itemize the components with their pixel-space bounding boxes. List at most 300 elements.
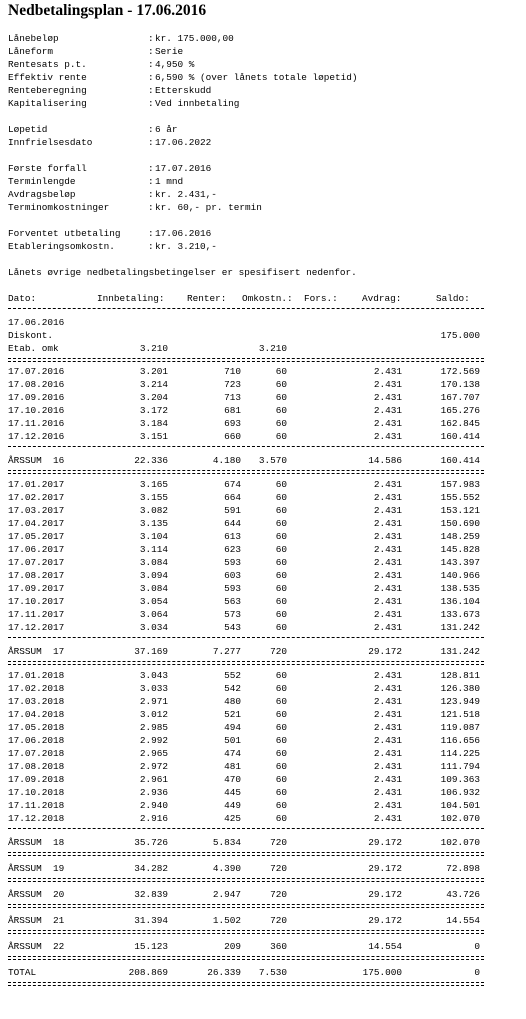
table-cell: 2.972 xyxy=(139,761,168,772)
table-cell: TOTAL xyxy=(8,967,37,978)
table-cell: 2.431 xyxy=(373,622,402,633)
table-cell: 102.070 xyxy=(440,837,480,848)
table-cell: 449 xyxy=(224,800,241,811)
info-label: Lånebeløp xyxy=(8,33,59,44)
table-cell: 2.431 xyxy=(373,683,402,694)
terms-note: Lånets øvrige nedbetalingsbetingelser er spesifisert nedenfor. xyxy=(8,267,357,278)
table-cell: 60 xyxy=(275,722,287,733)
table-row xyxy=(8,721,486,734)
table-row xyxy=(8,669,486,682)
table-cell: 2.992 xyxy=(139,735,168,746)
table-row xyxy=(8,621,486,634)
table-cell: 136.104 xyxy=(440,596,480,607)
table-cell: 114.225 xyxy=(440,748,480,759)
table-cell: 3.172 xyxy=(139,405,168,416)
table-cell: 4.390 xyxy=(212,863,241,874)
table-cell: 17.12.2016 xyxy=(8,431,65,442)
table-row xyxy=(8,582,486,595)
table-cell: 2.431 xyxy=(373,748,402,759)
table-cell: 674 xyxy=(224,479,241,490)
info-label: Løpetid xyxy=(8,124,48,135)
annual-sum-row xyxy=(8,862,486,875)
info-separator: : xyxy=(148,98,154,109)
table-cell: 3.034 xyxy=(139,622,168,633)
table-cell: 17.09.2018 xyxy=(8,774,65,785)
table-row xyxy=(8,491,486,504)
table-cell: 2.431 xyxy=(373,405,402,416)
table-cell: 17.05.2017 xyxy=(8,531,65,542)
single-rule xyxy=(8,446,484,447)
table-row xyxy=(8,773,486,786)
info-separator: : xyxy=(148,33,154,44)
table-cell: 3.012 xyxy=(139,709,168,720)
table-cell: 143.397 xyxy=(440,557,480,568)
info-label: Renteberegning xyxy=(8,85,87,96)
table-cell: 2.431 xyxy=(373,813,402,824)
table-cell: 723 xyxy=(224,379,241,390)
table-cell: 2.431 xyxy=(373,431,402,442)
info-value: Etterskudd xyxy=(155,85,212,96)
table-cell: 2.431 xyxy=(373,609,402,620)
opening-row xyxy=(8,316,486,329)
table-cell: 17.04.2017 xyxy=(8,518,65,529)
table-cell: 2.431 xyxy=(373,570,402,581)
table-cell: 17.09.2016 xyxy=(8,392,65,403)
table-cell: 542 xyxy=(224,683,241,694)
table-cell: 3.114 xyxy=(139,544,168,555)
table-cell: 481 xyxy=(224,761,241,772)
table-cell: 720 xyxy=(270,915,287,926)
table-row xyxy=(8,695,486,708)
annual-sum-row xyxy=(8,454,486,467)
table-cell: 60 xyxy=(275,505,287,516)
table-cell: 60 xyxy=(275,774,287,785)
table-cell: 104.501 xyxy=(440,800,480,811)
table-cell: 1.502 xyxy=(212,915,241,926)
table-cell: 2.431 xyxy=(373,518,402,529)
table-cell: 131.242 xyxy=(440,622,480,633)
table-cell: 14.586 xyxy=(368,455,402,466)
table-cell: 613 xyxy=(224,531,241,542)
column-header: Renter: xyxy=(187,293,227,304)
double-rule xyxy=(8,982,484,986)
annual-sum-row xyxy=(8,645,486,658)
table-cell: 17.10.2016 xyxy=(8,405,65,416)
table-cell: 60 xyxy=(275,418,287,429)
table-cell: 60 xyxy=(275,709,287,720)
table-cell: 17.07.2016 xyxy=(8,366,65,377)
table-row xyxy=(8,708,486,721)
table-cell: 109.363 xyxy=(440,774,480,785)
table-cell: 17.01.2018 xyxy=(8,670,65,681)
table-cell: 3.082 xyxy=(139,505,168,516)
table-cell: 664 xyxy=(224,492,241,503)
table-cell: 2.431 xyxy=(373,505,402,516)
table-cell: 60 xyxy=(275,392,287,403)
table-cell: 111.794 xyxy=(440,761,480,772)
info-separator: : xyxy=(148,46,154,57)
double-rule xyxy=(8,358,484,362)
info-separator: : xyxy=(148,202,154,213)
table-cell: 713 xyxy=(224,392,241,403)
table-cell: 480 xyxy=(224,696,241,707)
table-cell: 60 xyxy=(275,366,287,377)
table-cell: 60 xyxy=(275,800,287,811)
table-cell: 710 xyxy=(224,366,241,377)
table-cell: 425 xyxy=(224,813,241,824)
table-cell: ÅRSSUM 17 xyxy=(8,646,65,657)
column-header: Fors.: xyxy=(304,293,338,304)
table-cell: 157.983 xyxy=(440,479,480,490)
single-rule xyxy=(8,637,484,638)
table-cell: 208.869 xyxy=(128,967,168,978)
table-cell: 660 xyxy=(224,431,241,442)
double-rule xyxy=(8,470,484,474)
table-cell: 17.08.2017 xyxy=(8,570,65,581)
table-cell: 172.569 xyxy=(440,366,480,377)
table-cell: 60 xyxy=(275,531,287,542)
table-cell: 17.08.2018 xyxy=(8,761,65,772)
info-value: kr. 60,- pr. termin xyxy=(155,202,262,213)
table-cell: 26.339 xyxy=(207,967,241,978)
table-cell: 175.000 xyxy=(440,330,480,341)
table-cell: 34.282 xyxy=(134,863,168,874)
table-row xyxy=(8,430,486,443)
table-cell: 37.169 xyxy=(134,646,168,657)
table-cell: 2.431 xyxy=(373,696,402,707)
table-cell: 155.552 xyxy=(440,492,480,503)
table-cell: 3.064 xyxy=(139,609,168,620)
table-cell: 2.431 xyxy=(373,366,402,377)
table-cell: 133.673 xyxy=(440,609,480,620)
table-cell: 2.431 xyxy=(373,787,402,798)
table-cell: 29.172 xyxy=(368,837,402,848)
info-label: Innfrielsesdato xyxy=(8,137,93,148)
table-cell: 2.431 xyxy=(373,418,402,429)
table-cell: 2.431 xyxy=(373,557,402,568)
table-cell: 563 xyxy=(224,596,241,607)
table-cell: 60 xyxy=(275,761,287,772)
annual-sum-row xyxy=(8,940,486,953)
table-cell: 593 xyxy=(224,557,241,568)
table-cell: 60 xyxy=(275,787,287,798)
annual-sum-row xyxy=(8,888,486,901)
table-cell: 3.210 xyxy=(258,343,287,354)
table-cell: ÅRSSUM 21 xyxy=(8,915,65,926)
table-row xyxy=(8,799,486,812)
annual-sum-row xyxy=(8,836,486,849)
table-cell: 15.123 xyxy=(134,941,168,952)
table-cell: 60 xyxy=(275,696,287,707)
table-cell: 470 xyxy=(224,774,241,785)
table-cell: 60 xyxy=(275,557,287,568)
table-cell: 17.10.2018 xyxy=(8,787,65,798)
table-cell: 119.087 xyxy=(440,722,480,733)
info-value: Serie xyxy=(155,46,184,57)
table-row xyxy=(8,747,486,760)
table-cell: 591 xyxy=(224,505,241,516)
table-cell: 0 xyxy=(474,967,480,978)
table-cell: 60 xyxy=(275,544,287,555)
table-cell: 126.380 xyxy=(440,683,480,694)
table-cell: 3.033 xyxy=(139,683,168,694)
table-cell: 17.09.2017 xyxy=(8,583,65,594)
page-title: Nedbetalingsplan - 17.06.2016 xyxy=(8,2,207,19)
info-value: 1 mnd xyxy=(155,176,184,187)
table-cell: 29.172 xyxy=(368,889,402,900)
table-cell: 17.11.2016 xyxy=(8,418,65,429)
table-cell: 2.431 xyxy=(373,774,402,785)
table-cell: 5.834 xyxy=(212,837,241,848)
table-cell: 3.570 xyxy=(258,455,287,466)
table-cell: 14.554 xyxy=(368,941,402,952)
table-cell: 2.431 xyxy=(373,544,402,555)
table-cell: 17.01.2017 xyxy=(8,479,65,490)
table-cell: 2.961 xyxy=(139,774,168,785)
table-cell: 17.08.2016 xyxy=(8,379,65,390)
table-cell: 60 xyxy=(275,492,287,503)
info-label: Låneform xyxy=(8,46,54,57)
table-cell: 17.02.2018 xyxy=(8,683,65,694)
table-cell: 43.726 xyxy=(446,889,480,900)
single-rule xyxy=(8,308,484,309)
info-value: 17.06.2016 xyxy=(155,228,212,239)
table-cell: 29.172 xyxy=(368,915,402,926)
table-cell: 60 xyxy=(275,479,287,490)
table-cell: 60 xyxy=(275,813,287,824)
table-cell: 3.054 xyxy=(139,596,168,607)
table-row xyxy=(8,543,486,556)
info-label: Kapitalisering xyxy=(8,98,87,109)
table-cell: 2.940 xyxy=(139,800,168,811)
table-cell: 160.414 xyxy=(440,455,480,466)
table-cell: 35.726 xyxy=(134,837,168,848)
table-cell: 445 xyxy=(224,787,241,798)
total-row xyxy=(8,966,486,979)
info-value: kr. 175.000,00 xyxy=(155,33,234,44)
table-cell: 720 xyxy=(270,863,287,874)
table-cell: 494 xyxy=(224,722,241,733)
table-row xyxy=(8,595,486,608)
table-cell: 17.06.2016 xyxy=(8,317,65,328)
table-row xyxy=(8,734,486,747)
table-row xyxy=(8,760,486,773)
double-rule xyxy=(8,878,484,882)
table-cell: 603 xyxy=(224,570,241,581)
table-cell: 17.07.2018 xyxy=(8,748,65,759)
info-label: Effektiv rente xyxy=(8,72,87,83)
table-cell: 60 xyxy=(275,735,287,746)
table-cell: 60 xyxy=(275,622,287,633)
table-row xyxy=(8,530,486,543)
table-cell: ÅRSSUM 18 xyxy=(8,837,65,848)
table-cell: 3.104 xyxy=(139,531,168,542)
table-cell: 175.000 xyxy=(362,967,402,978)
table-cell: 3.204 xyxy=(139,392,168,403)
table-cell: 2.431 xyxy=(373,670,402,681)
table-cell: 2.431 xyxy=(373,379,402,390)
info-label: Rentesats p.t. xyxy=(8,59,87,70)
table-cell: 2.971 xyxy=(139,696,168,707)
info-separator: : xyxy=(148,124,154,135)
table-cell: 644 xyxy=(224,518,241,529)
info-separator: : xyxy=(148,163,154,174)
table-cell: 32.839 xyxy=(134,889,168,900)
table-cell: 2.431 xyxy=(373,735,402,746)
table-cell: 552 xyxy=(224,670,241,681)
table-cell: 17.05.2018 xyxy=(8,722,65,733)
table-cell: 162.845 xyxy=(440,418,480,429)
table-cell: 2.431 xyxy=(373,479,402,490)
annual-sum-row xyxy=(8,914,486,927)
table-cell: 17.06.2017 xyxy=(8,544,65,555)
table-cell: 474 xyxy=(224,748,241,759)
table-cell: 17.10.2017 xyxy=(8,596,65,607)
column-header: Innbetaling: xyxy=(97,293,165,304)
table-cell: 3.210 xyxy=(139,343,168,354)
table-cell: 29.172 xyxy=(368,863,402,874)
table-cell: 150.690 xyxy=(440,518,480,529)
table-cell: 7.277 xyxy=(212,646,241,657)
table-cell: 17.07.2017 xyxy=(8,557,65,568)
table-cell: 60 xyxy=(275,518,287,529)
table-cell: 14.554 xyxy=(446,915,480,926)
table-cell: Diskont. xyxy=(8,330,54,341)
table-cell: 0 xyxy=(474,941,480,952)
info-label: Første forfall xyxy=(8,163,87,174)
table-cell: 3.043 xyxy=(139,670,168,681)
table-cell: 160.414 xyxy=(440,431,480,442)
table-row xyxy=(8,365,486,378)
info-value: Ved innbetaling xyxy=(155,98,240,109)
info-label: Terminomkostninger xyxy=(8,202,110,213)
table-cell: 60 xyxy=(275,379,287,390)
table-cell: 106.932 xyxy=(440,787,480,798)
table-cell: 60 xyxy=(275,583,287,594)
table-cell: 22.336 xyxy=(134,455,168,466)
table-cell: 2.431 xyxy=(373,492,402,503)
table-cell: 3.214 xyxy=(139,379,168,390)
table-cell: 138.535 xyxy=(440,583,480,594)
table-row xyxy=(8,786,486,799)
table-cell: 7.530 xyxy=(258,967,287,978)
table-cell: 3.151 xyxy=(139,431,168,442)
info-value: 17.07.2016 xyxy=(155,163,212,174)
table-cell: 72.898 xyxy=(446,863,480,874)
table-cell: 593 xyxy=(224,583,241,594)
table-cell: 2.431 xyxy=(373,392,402,403)
table-cell: 360 xyxy=(270,941,287,952)
table-cell: ÅRSSUM 22 xyxy=(8,941,65,952)
table-cell: 165.276 xyxy=(440,405,480,416)
info-value: 6 år xyxy=(155,124,178,135)
table-cell: 573 xyxy=(224,609,241,620)
table-cell: 2.916 xyxy=(139,813,168,824)
table-cell: 720 xyxy=(270,837,287,848)
opening-row xyxy=(8,329,486,342)
table-cell: 123.949 xyxy=(440,696,480,707)
table-cell: 60 xyxy=(275,609,287,620)
table-cell: 543 xyxy=(224,622,241,633)
info-separator: : xyxy=(148,241,154,252)
info-separator: : xyxy=(148,85,154,96)
table-cell: 2.431 xyxy=(373,583,402,594)
column-header: Omkostn.: xyxy=(242,293,293,304)
table-cell: Etab. omk xyxy=(8,343,59,354)
table-cell: 102.070 xyxy=(440,813,480,824)
table-cell: 521 xyxy=(224,709,241,720)
table-cell: 131.242 xyxy=(440,646,480,657)
table-cell: 121.518 xyxy=(440,709,480,720)
table-row xyxy=(8,404,486,417)
info-separator: : xyxy=(148,59,154,70)
info-separator: : xyxy=(148,228,154,239)
table-cell: 2.431 xyxy=(373,722,402,733)
table-cell: 3.184 xyxy=(139,418,168,429)
info-label: Avdragsbeløp xyxy=(8,189,76,200)
table-row xyxy=(8,517,486,530)
double-rule xyxy=(8,661,484,665)
table-cell: 17.02.2017 xyxy=(8,492,65,503)
info-separator: : xyxy=(148,189,154,200)
table-cell: 3.201 xyxy=(139,366,168,377)
table-row xyxy=(8,417,486,430)
table-cell: 167.707 xyxy=(440,392,480,403)
table-header xyxy=(8,292,486,305)
column-header: Saldo: xyxy=(436,293,470,304)
table-row xyxy=(8,378,486,391)
table-cell: 3.135 xyxy=(139,518,168,529)
table-row xyxy=(8,391,486,404)
table-cell: 116.656 xyxy=(440,735,480,746)
table-cell: 2.936 xyxy=(139,787,168,798)
column-header: Avdrag: xyxy=(362,293,402,304)
table-cell: 140.966 xyxy=(440,570,480,581)
info-label: Terminlengde xyxy=(8,176,76,187)
table-row xyxy=(8,478,486,491)
double-rule xyxy=(8,930,484,934)
table-cell: 2.431 xyxy=(373,800,402,811)
table-row xyxy=(8,504,486,517)
info-label: Etableringsomkostn. xyxy=(8,241,115,252)
table-cell: 31.394 xyxy=(134,915,168,926)
table-cell: 2.431 xyxy=(373,761,402,772)
double-rule xyxy=(8,852,484,856)
single-rule xyxy=(8,828,484,829)
table-cell: 17.06.2018 xyxy=(8,735,65,746)
double-rule xyxy=(8,956,484,960)
table-cell: 2.965 xyxy=(139,748,168,759)
table-cell: 2.985 xyxy=(139,722,168,733)
table-cell: 60 xyxy=(275,748,287,759)
table-cell: 148.259 xyxy=(440,531,480,542)
table-cell: 3.084 xyxy=(139,557,168,568)
table-cell: 209 xyxy=(224,941,241,952)
table-row xyxy=(8,682,486,695)
table-cell: 2.431 xyxy=(373,709,402,720)
table-cell: 17.04.2018 xyxy=(8,709,65,720)
table-cell: 4.180 xyxy=(212,455,241,466)
table-cell: ÅRSSUM 19 xyxy=(8,863,65,874)
table-cell: 60 xyxy=(275,670,287,681)
info-value: 17.06.2022 xyxy=(155,137,212,148)
table-cell: 17.11.2017 xyxy=(8,609,65,620)
table-cell: 3.155 xyxy=(139,492,168,503)
table-cell: 17.03.2018 xyxy=(8,696,65,707)
table-row xyxy=(8,812,486,825)
table-cell: 29.172 xyxy=(368,646,402,657)
table-cell: 693 xyxy=(224,418,241,429)
